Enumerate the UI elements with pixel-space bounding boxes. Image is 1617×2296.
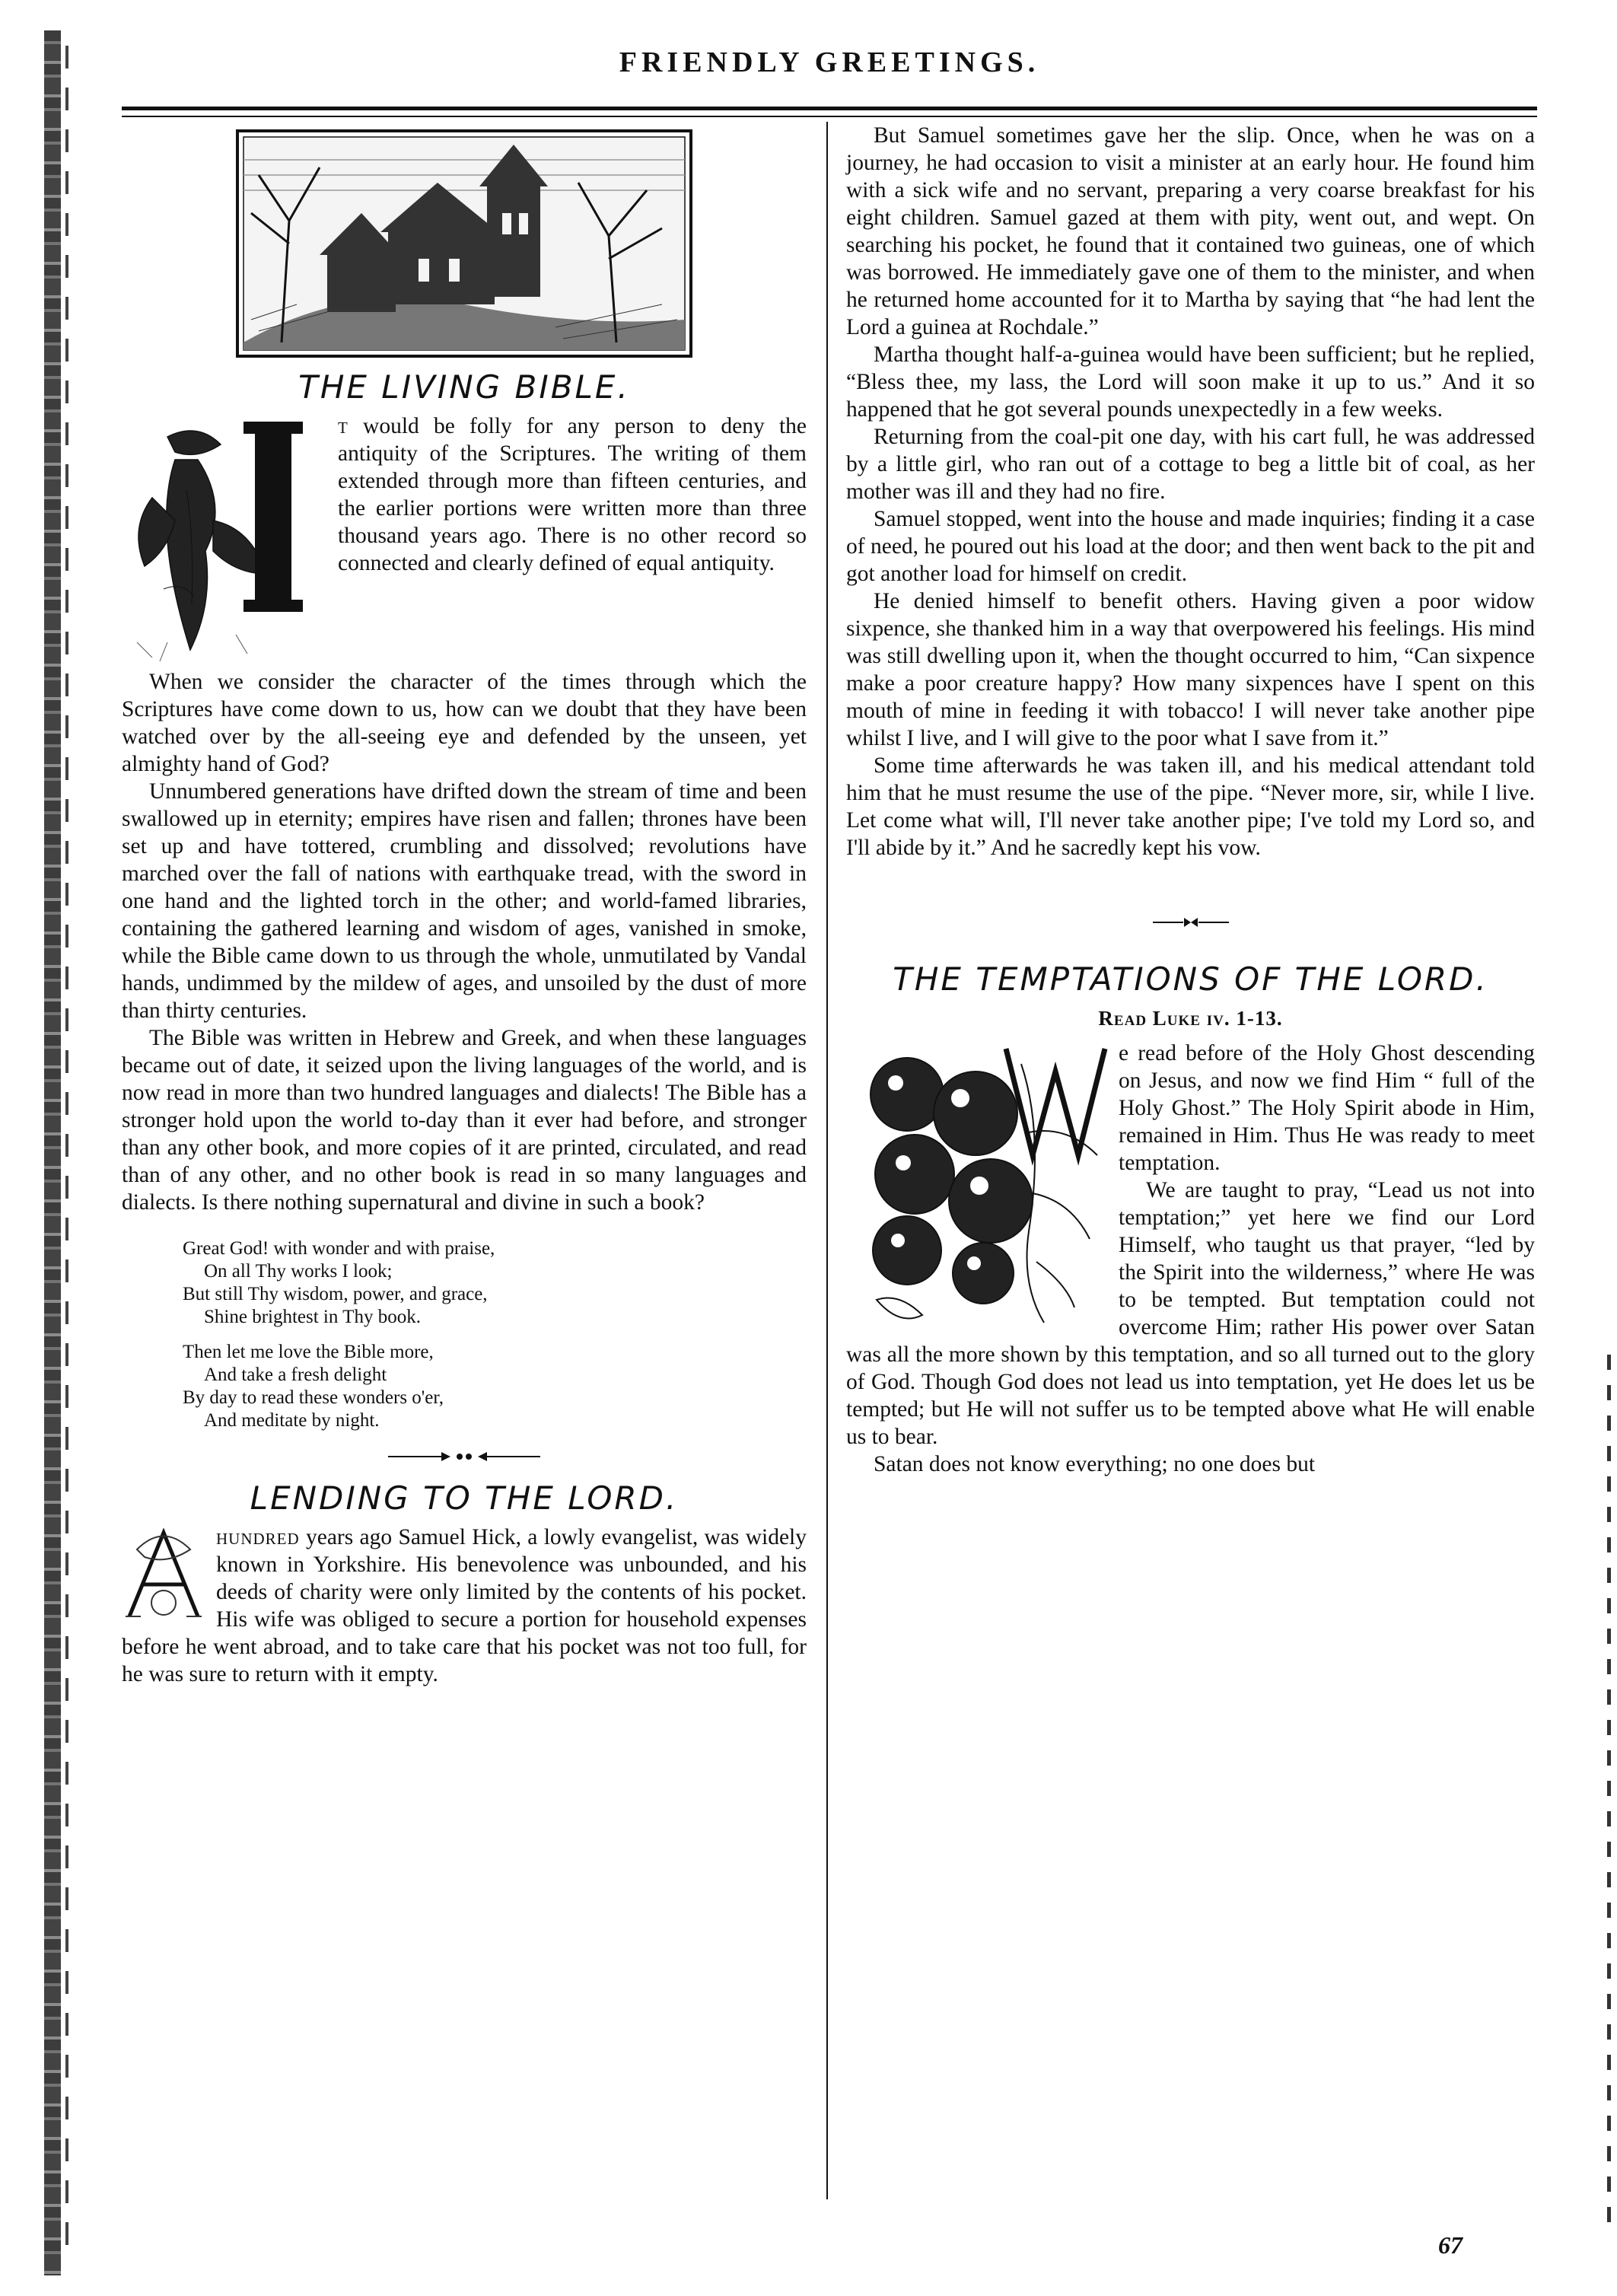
verse-line: But still Thy wisdom, power, and grace,	[183, 1284, 488, 1304]
article-paragraph: The Bible was written in Hebrew and Greek, and when these languages became out of date, it seized upon the living languages of the world, and is now read in more than two hundred languages and dialects! The Bible has a stronger hold upon the world to-day than it ever had before, and stronger than any other book, and more copies of it are printed, circulated, and read than of any other, and no other book is read in so many languages and dialects. Is there nothing supernatural and divine in such a book?	[122, 1026, 807, 1215]
left-column	[122, 122, 807, 1688]
hymn-verse	[183, 1237, 807, 1432]
article-title-living-bible: THE LIVING BIBLE.	[298, 368, 630, 406]
stanza	[183, 1341, 807, 1432]
article-paragraph: When we consider the character of the times through which the Scriptures have come down to us, how can we doubt that they have been watched over by the all-seeing eye and defended by the unseen, yet almighty hand of God?	[122, 670, 807, 776]
section-ornament	[1149, 915, 1233, 930]
page-edge-right	[1607, 1355, 1611, 2237]
section-ornament	[380, 1447, 548, 1466]
verse-line: Then let me love the Bible more,	[183, 1342, 434, 1362]
article-paragraph: Martha thought half-a-guinea would have been sufficient; but he replied, “Bless thee, my lass, the Lord will soon make it up to us.” And it so happened that he got several pounds unexpectedly in a few weeks.	[846, 342, 1535, 422]
verse-line: Shine brightest in Thy book.	[204, 1307, 421, 1327]
article-paragraph: We are taught to pray, “Lead us not into temptation;” yet here we find our Lord Himself, who taught us that prayer, “led by the Spirit into the wilderness,” where He was to be tempted. But temptation could not overcome Him; rather His power over Satan was all the more shown by this temptation, and so all turned out to the glory of God. Though God does not lead us into temptation, yet He does let us be tempted; but He will not suffer us to be tempted above what He will enable us to bear.	[846, 1178, 1535, 1449]
paragraph-text: would be folly for any person to deny the antiquity of the Scriptures. The writing of them extended through more than fifteen centuries, and the earlier portions were written more than three thousand years ago. There is no other record so connected and clearly defined of equal antiquity.	[338, 414, 807, 575]
article-paragraph	[122, 412, 807, 577]
verse-line: Great God! with wonder and with praise,	[183, 1238, 495, 1259]
first-word: hundred	[216, 1525, 300, 1549]
article-paragraph	[122, 1524, 807, 1688]
article-paragraph: But Samuel sometimes gave her the slip. Once, when he was on a journey, he had occasion to visit a minister at an early hour. He found him with a sick wife and no servant, preparing a very coarse breakfast for his eight children. Samuel gazed at them with pity, went out, and wept. On searching his pocket, he found that it contained two guineas, one of which was borrowed. He immediately gave one of them to the minister, and when he returned home accounted for it to Martha by saying that “he had lent the Lord a guinea at Rochdale.”	[846, 123, 1535, 339]
verse-line: On all Thy works I look;	[204, 1261, 393, 1282]
page-number: 67	[1438, 2231, 1463, 2259]
article-paragraph: He denied himself to benefit others. Having given a poor widow sixpence, she thanked him in a way that overpowered his feelings. His mind was still dwelling upon it, when the thought occurred to him, “Can sixpence make a poor creature happy? How many sixpences have I spent on this mouth of mine in feeding it with tobacco! I will never take another pipe whilst I live, and I will give to the poor what I save from it.”	[846, 589, 1535, 750]
header-rule-thick	[122, 107, 1537, 110]
article-paragraph: Unnumbered generations have drifted down the stream of time and been swallowed up in eternity; empires have risen and fallen; thrones have been set up and have tottered, crumbling and dissolved; revolutions have marched over the fall of nations with earthquake tread, with the sword in one hand and the lighted torch in the other; and world-famed libraries, containing the gathered learning and wisdom of ages, vanished in smoke, while the Bible came down to us through the whole, unmutilated by Vandal hands, undimmed by the mildew of ages, and unsoiled by the dust of more than thirty centuries.	[122, 779, 807, 1023]
church-engraving	[236, 129, 692, 358]
header-rule-thin	[122, 116, 1537, 117]
dropcap-i	[122, 414, 327, 665]
column-divider	[826, 122, 828, 2199]
article-title-temptations: THE TEMPTATIONS OF THE LORD.	[893, 960, 1488, 998]
scripture-reference: Read Luke iv. 1-13.	[1098, 1007, 1283, 1030]
verse-line: And meditate by night.	[204, 1410, 380, 1431]
article-paragraph: Some time afterwards he was taken ill, and his medical attendant told him that he must resume the use of the pipe. “Never more, sir, while I live. Let come what will, I'll never take another pipe; I've told my Lord so, and I'll abide by it.” And he sacredly kept his vow.	[846, 753, 1535, 860]
dropcap-a	[122, 1527, 205, 1624]
paragraph-text: e read before of the Holy Ghost descending on Jesus, and now we find Him “ full of the Holy Ghost.” The Holy Spirit abode in Him, remained in Him. Thus He was ready to meet temptation.	[1119, 1041, 1535, 1175]
article-paragraph: Returning from the coal-pit one day, with his cart full, he was addressed by a little girl, who ran out of a cottage to beg a little bit of coal, as her mother was ill and they had no fire.	[846, 425, 1535, 504]
article-title-lending: LENDING TO THE LORD.	[250, 1479, 679, 1517]
verse-line: By day to read these wonders o'er,	[183, 1387, 444, 1408]
paragraph-text: years ago Samuel Hick, a lowly evangelist, was widely known in Yorkshire. His benevolence was unbounded, and his deeds of charity were only limited by the contents of his pocket. His wife was obliged to secure a portion for household expenses before he went abroad, and to take care that his pocket was not too full, for he was sure to return with it empty.	[122, 1525, 807, 1686]
verse-line: And take a fresh delight	[204, 1365, 387, 1385]
running-head: FRIENDLY GREETINGS.	[619, 46, 1040, 78]
right-column	[846, 122, 1535, 1478]
article-paragraph: Satan does not know everything; no one does but	[874, 1452, 1316, 1476]
article-paragraph	[846, 1040, 1535, 1177]
binding-edge	[44, 30, 61, 2275]
article-paragraph: Samuel stopped, went into the house and made inquiries; finding it a case of need, he poured out his load at the door; and then went back to the pit and got another load for himself on credit.	[846, 507, 1535, 586]
binding-edge-inner	[65, 46, 68, 2253]
first-letters: t	[338, 414, 349, 438]
dropcap-w-fruit	[846, 1041, 1112, 1330]
stanza	[183, 1237, 807, 1329]
